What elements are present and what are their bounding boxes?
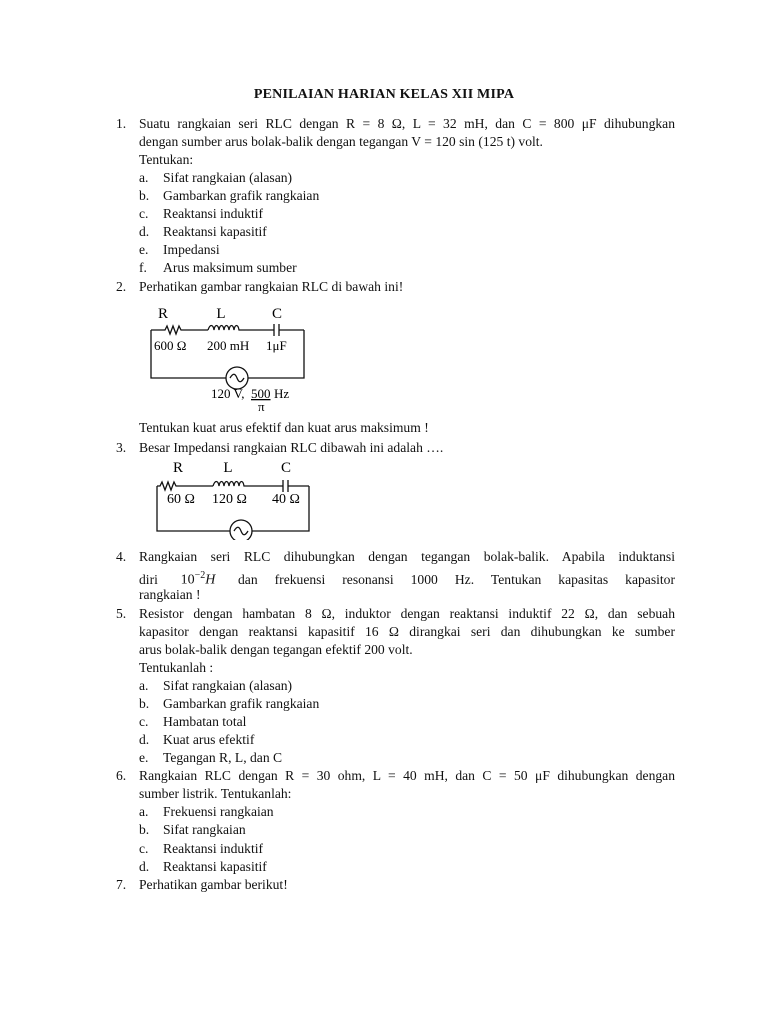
value-r: 600 Ω <box>154 338 187 353</box>
question-2-line-1: Perhatikan gambar rangkaian RLC di bawah ini! <box>139 279 404 294</box>
page-title: PENILAIAN HARIAN KELAS XII MIPA <box>253 87 515 102</box>
option-letter: d. <box>139 859 150 874</box>
inductance-exponent: −2 <box>194 570 206 581</box>
option-letter: c. <box>139 714 149 729</box>
inductance-unit: H <box>205 572 216 588</box>
question-4-number: 4. <box>116 549 127 564</box>
question-6-number: 6. <box>116 768 127 783</box>
option-text: Sifat rangkaian (alasan) <box>163 170 293 185</box>
question-5-line-1: Resistor dengan hambatan 8 Ω, induktor dengan reaktansi induktif 22 Ω, dan sebuah <box>139 606 675 621</box>
option-letter: a. <box>139 170 149 185</box>
question-1-intro: Tentukan: <box>139 152 194 167</box>
circuit-diagram-q2 <box>140 300 320 418</box>
question-5-intro: Tentukanlah : <box>139 660 214 675</box>
inductor-symbol <box>213 482 283 487</box>
label-c: C <box>280 460 292 476</box>
question-4-line-1: Rangkaian seri RLC dihubungkan dengan tegangan bolak-balik. Apabila induktansi <box>139 549 675 564</box>
option-text: Arus maksimum sumber <box>163 260 297 275</box>
option-letter: c. <box>139 841 149 856</box>
option-text: Sifat rangkaian (alasan) <box>163 678 293 693</box>
option-letter: a. <box>139 804 149 819</box>
option-letter: c. <box>139 206 149 221</box>
value-c: 1μF <box>266 338 287 353</box>
source-frequency-denominator: π <box>258 399 265 414</box>
option-letter: e. <box>139 242 149 257</box>
option-text: Tegangan R, L, dan C <box>163 750 283 765</box>
label-r: R <box>157 306 169 322</box>
question-5-number: 5. <box>116 606 127 621</box>
question-2-number: 2. <box>116 279 127 294</box>
option-letter: d. <box>139 732 150 747</box>
option-text: Sifat rangkaian <box>163 822 246 837</box>
question-2-line-2: Tentukan kuat arus efektif dan kuat arus maksimum ! <box>139 420 429 435</box>
value-l: 200 mH <box>207 338 250 353</box>
question-1-line-1: Suatu rangkaian seri RLC dengan R = 8 Ω, L = 32 mH, dan C = 800 μF dihubungkan <box>139 116 675 131</box>
question-5-line-3: arus bolak-balik dengan tegangan efektif 200 volt. <box>139 642 413 657</box>
source-frequency-unit: Hz <box>274 386 290 401</box>
resistor-symbol <box>157 482 213 490</box>
option-letter: d. <box>139 224 150 239</box>
question-4-text-b: dan frekuensi resonansi 1000 Hz. Tentukan kapasitas kapasitor <box>238 571 675 587</box>
question-4-text-a: diri <box>139 571 158 587</box>
question-1-number: 1. <box>116 116 127 131</box>
option-text: Reaktansi induktif <box>163 841 264 856</box>
value-l: 120 Ω <box>212 492 247 507</box>
source-voltage: 120 V, <box>211 386 245 401</box>
label-c: C <box>271 306 283 322</box>
option-text: Impedansi <box>163 242 220 257</box>
question-3-line-1: Besar Impedansi rangkaian RLC dibawah ini adalah …. <box>139 440 444 455</box>
label-r: R <box>172 460 184 476</box>
question-6-line-2: sumber listrik. Tentukanlah: <box>139 786 292 801</box>
inductance-base: 10 <box>180 572 195 588</box>
inductor-symbol <box>208 326 274 331</box>
question-6-line-1: Rangkaian RLC dengan R = 30 ohm, L = 40 mH, dan C = 50 μF dihubungkan dengan <box>139 768 675 783</box>
option-text: Hambatan total <box>163 714 247 729</box>
question-5-line-2: kapasitor dengan reaktansi kapasitif 16 Ω dirangkai seri dan dihubungkan ke sumber <box>139 624 675 639</box>
capacitor-symbol <box>274 324 279 336</box>
option-text: Reaktansi induktif <box>163 206 264 221</box>
option-text: Reaktansi kapasitif <box>163 859 267 874</box>
source-frequency-numerator: 500 <box>251 386 271 401</box>
value-r: 60 Ω <box>167 492 195 507</box>
option-letter: b. <box>139 696 150 711</box>
option-letter: b. <box>139 822 150 837</box>
option-letter: f. <box>139 260 147 275</box>
question-1-line-2: dengan sumber arus bolak-balik dengan tegangan V = 120 sin (125 t) volt. <box>139 134 543 149</box>
option-text: Gambarkan grafik rangkaian <box>163 696 320 711</box>
label-l: L <box>216 306 226 322</box>
capacitor-symbol <box>283 480 288 492</box>
option-letter: e. <box>139 750 149 765</box>
option-letter: a. <box>139 678 149 693</box>
option-text: Kuat arus efektif <box>163 732 255 747</box>
option-text: Gambarkan grafik rangkaian <box>163 188 320 203</box>
option-text: Reaktansi kapasitif <box>163 224 267 239</box>
resistor-symbol <box>151 326 208 334</box>
option-text: Frekuensi rangkaian <box>163 804 274 819</box>
option-letter: b. <box>139 188 150 203</box>
question-4-line-3: rangkaian ! <box>139 587 201 602</box>
value-c: 40 Ω <box>272 492 300 507</box>
question-3-number: 3. <box>116 440 127 455</box>
circuit-diagram-q3 <box>148 456 318 540</box>
question-7-line-1: Perhatikan gambar berikut! <box>139 877 288 892</box>
label-l: L <box>223 460 233 476</box>
question-4-line-2 <box>139 567 675 590</box>
question-7-number: 7. <box>116 877 127 892</box>
